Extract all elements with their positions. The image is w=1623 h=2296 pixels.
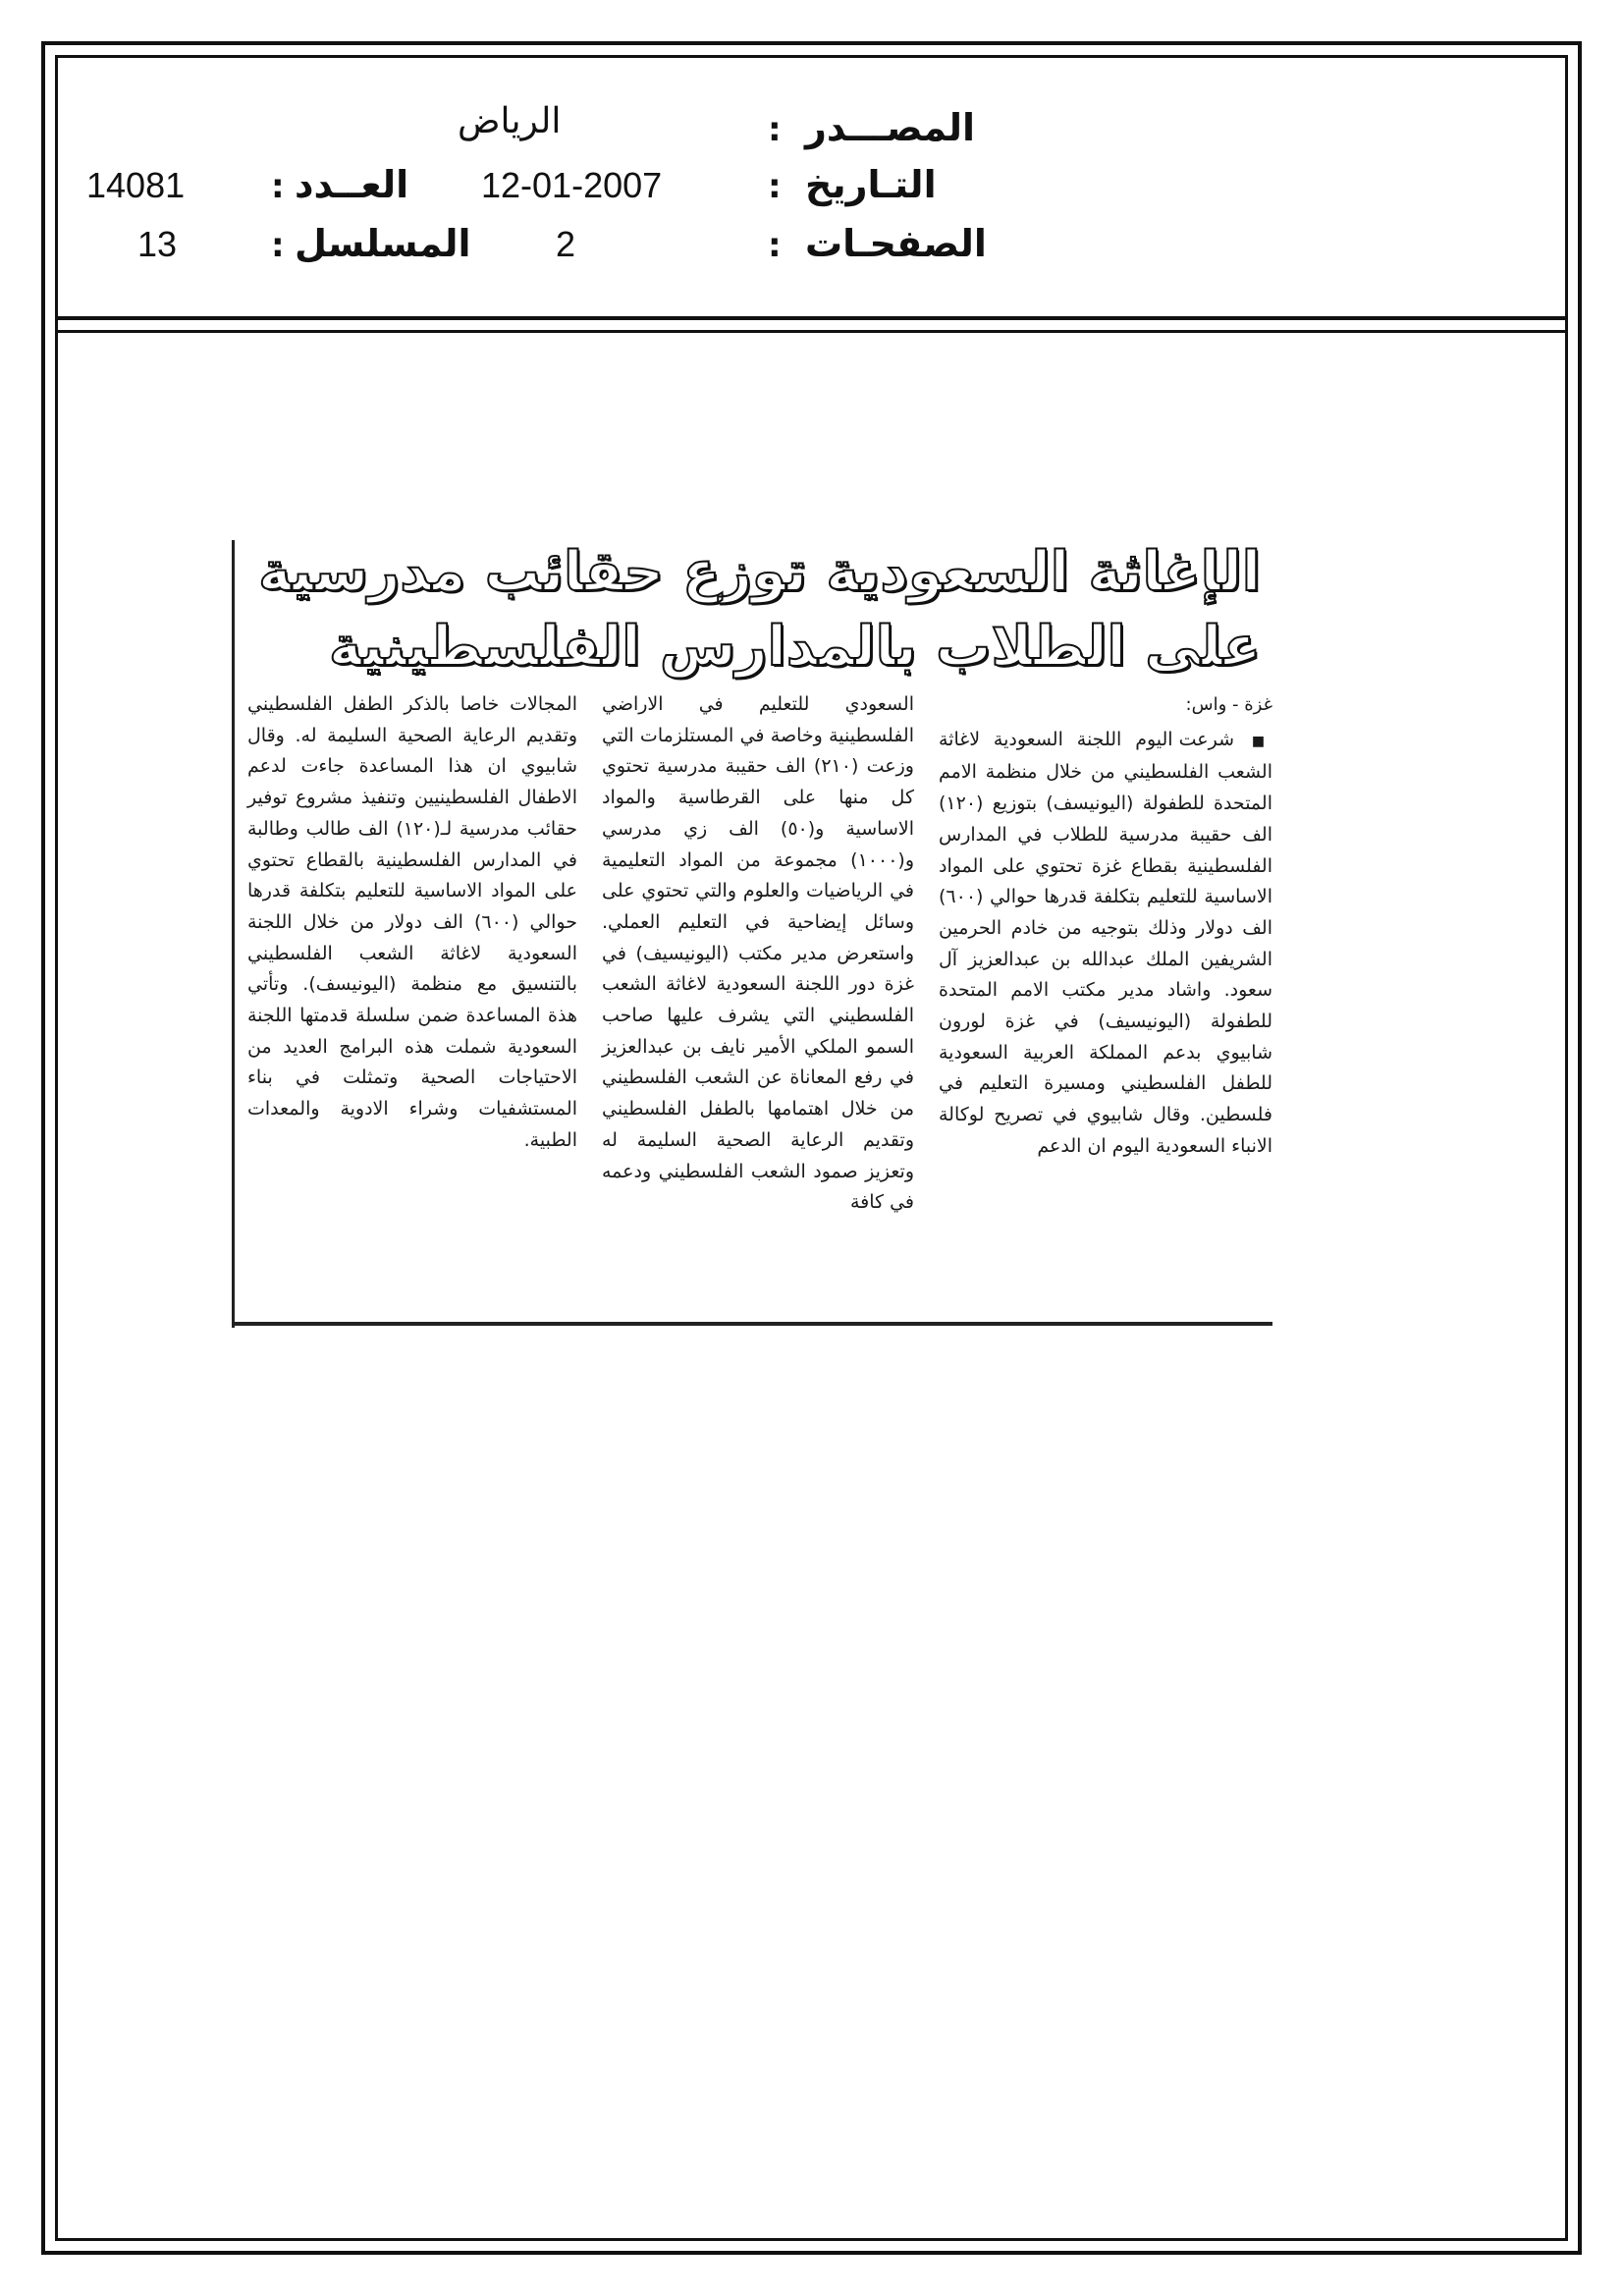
article-column-2-text: السعودي للتعليم في الاراضي الفلسطينية وخاصة في المستلزمات التي وزعت (٢١٠) الف حقيبة مدرسية تحتوي كل منها على القرطاسية والمواد الاساسية و(٥٠) الف زي مدرسي و(١٠٠٠) مجموعة من المواد التعليمية في الرياضيات والعلوم والتي تحتوي على وسائل إيضاحية في التعليم العملي. واستعرض مدير مكتب (اليونيسيف) في غزة دور اللجنة السعودية لاغاثة الشعب الفلسطيني التي يشرف عليها صاحب السمو الملكي الأمير نايف بن عبدالعزيز في رفع المعاناة عن الشعب الفلسطيني من خلال اهتمامها بالطفل الفلسطيني وتقديم الرعاية الصحية السليمة له وتعزيز صمود الشعب الفلسطيني ودعمه في كافة bbox=[602, 693, 914, 1214]
issue-colon: : bbox=[271, 167, 285, 206]
pages-value: 2 bbox=[556, 224, 576, 264]
article-column-3-text: المجالات خاصا بالذكر الطفل الفلسطيني وتقديم الرعاية الصحية السليمة له. وقال شابيوي ان هذا المساعدة جاءت لدعم الاطفال الفلسطينيين وتنفيذ مشروع توفير حقائب مدرسية لـ(١٢٠) الف طالب وطالبة في المدارس الفلسطينية بالقطاع تحتوي على المواد الاساسية للتعليم بتكلفة قدرها حوالي (٦٠٠) الف دولار من خلال اللجنة السعودية لاغاثة الشعب الفلسطيني بالتنسيق مع منظمة (اليونيسف). وتأتي هذة المساعدة ضمن سلسلة قدمتها اللجنة السعودية شملت هذه البرامج العديد من الاحتياجات الصحية وتمثلت في بناء المستشفيات وشراء الادوية والمعدات الطبية. bbox=[247, 693, 577, 1151]
pages-label: الصفحـات bbox=[805, 222, 987, 265]
article-column-3 bbox=[247, 689, 577, 1157]
article-clipping bbox=[232, 540, 1272, 1326]
date-value: 12-01-2007 bbox=[481, 165, 663, 205]
header-divider-secondary bbox=[55, 330, 1568, 333]
source-label: المصـــدر bbox=[805, 106, 976, 149]
header-divider bbox=[55, 316, 1568, 320]
issue-label: العــدد bbox=[295, 163, 409, 206]
pages-colon: : bbox=[768, 226, 782, 265]
article-column-1-text: شرعت اليوم اللجنة السعودية لاغاثة الشعب الفلسطيني من خلال منظمة الامم المتحدة للطفولة (اليونيسف) بتوزيع (١٢٠) الف حقيبة مدرسية للطلاب في المدارس الفلسطينية بقطاع غزة تحتوي على المواد الاساسية للتعليم بتكلفة قدرها حوالي (٦٠٠) الف دولار وذلك بتوجيه من خادم الحرمين الشريفين الملك عبدالله بن عبدالعزيز آل سعود. واشاد مدير مكتب الامم المتحدة للطفولة (اليونيسيف) في غزة لورون شابيوي بدعم المملكة العربية السعودية للطفل الفلسطيني ومسيرة التعليم في فلسطين. وقال شابيوي في تصريح لوكالة الانباء السعودية اليوم ان الدعم bbox=[939, 728, 1272, 1157]
date-label: التـاريخ bbox=[805, 163, 937, 206]
issue-value: 14081 bbox=[86, 165, 186, 205]
bullet-icon: ■ bbox=[1251, 733, 1273, 749]
article-column-2 bbox=[602, 689, 914, 1219]
serial-label: المسلسل bbox=[295, 222, 471, 265]
serial-value: 13 bbox=[137, 224, 178, 264]
article-headline-line2: على الطلاب بالمدارس الفلسطينية bbox=[329, 615, 1261, 679]
date-colon: : bbox=[768, 167, 782, 206]
source-colon: : bbox=[768, 110, 782, 149]
article-column-1 bbox=[939, 689, 1272, 1163]
serial-colon: : bbox=[271, 226, 285, 265]
article-headline-line1: الإغاثة السعودية توزع حقائب مدرسية bbox=[258, 540, 1261, 604]
article-dateline: غزة - واس: bbox=[1185, 694, 1272, 715]
source-value: الرياض bbox=[458, 100, 562, 140]
clipping-left-rule bbox=[232, 540, 235, 1328]
clipping-bottom-rule bbox=[232, 1322, 1272, 1326]
